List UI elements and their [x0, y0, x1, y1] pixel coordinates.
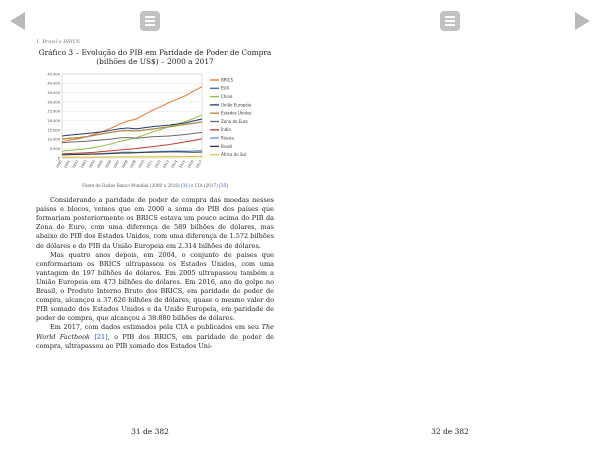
- x-tick-label: 2006: [104, 159, 113, 169]
- page-number: 32 de 382: [431, 427, 469, 436]
- chart-source-text: Fonte de Dados Banco Mundial (2000 a 2016): [82, 183, 181, 188]
- plot-area: [62, 74, 202, 158]
- y-tick-label: 25.000: [47, 109, 60, 114]
- reference-link[interactable]: [21]: [94, 332, 108, 341]
- book-title: The World Factbook: [36, 323, 274, 341]
- chart-source-link-cia[interactable]: [35]: [219, 183, 228, 188]
- x-tick-label: 2010: [137, 159, 146, 169]
- legend-label: BRICS: [221, 77, 234, 83]
- right-page: [300, 0, 600, 450]
- x-tick-label: 2003: [79, 159, 88, 169]
- x-tick-label: 2008: [120, 159, 129, 169]
- menu-icon[interactable]: [140, 11, 160, 31]
- y-tick-label: 40.000: [47, 81, 60, 86]
- legend-label: União Européia: [221, 102, 252, 108]
- x-tick-label: 2017: [195, 159, 203, 169]
- legend-label: Estados Unidos: [221, 110, 252, 116]
- x-tick-label: 2001: [63, 159, 72, 169]
- chart-source-link-worldbank[interactable]: [31]: [181, 183, 190, 188]
- y-tick-label: 20.000: [47, 118, 60, 123]
- running-head: 1. Brasil e BRICS: [36, 39, 80, 45]
- gdp-line-chart: [36, 70, 274, 180]
- x-tick-label: 2015: [178, 159, 187, 169]
- x-tick-label: 2011: [145, 159, 154, 169]
- x-tick-label: 2013: [162, 159, 170, 169]
- left-page-content: [36, 48, 274, 351]
- x-tick-label: 2014: [170, 159, 179, 169]
- previous-page-arrow-icon[interactable]: [10, 12, 25, 30]
- chart-title-line1: Gráfico 3 – Evolução do PIB em Paridade de Poder de Compra: [38, 48, 272, 57]
- x-tick-label: 2016: [186, 159, 195, 169]
- y-tick-label: 10.000: [47, 137, 60, 142]
- chart-title: [36, 48, 274, 66]
- x-tick-label: 2007: [112, 159, 121, 169]
- legend-label: Zona do Euro: [221, 118, 248, 124]
- x-tick-label: 2002: [71, 159, 80, 169]
- y-tick-label: 15.000: [47, 128, 60, 133]
- paragraph: [36, 323, 274, 350]
- x-tick-label: 2012: [153, 159, 162, 169]
- x-tick-label: 2004: [88, 159, 96, 169]
- chart-source: [36, 181, 274, 190]
- x-tick-label: 2009: [129, 159, 137, 169]
- x-tick-label: 2000: [55, 159, 63, 169]
- chart-source-mid: e CIA (2017): [189, 183, 220, 188]
- paragraph-text: Em 2017, com dados estimados pela CIA e publicados em seu: [50, 323, 262, 332]
- menu-icon[interactable]: [440, 11, 460, 31]
- legend-label: África do Sul: [221, 152, 247, 158]
- x-tick-label: 2005: [96, 159, 105, 169]
- legend-label: Índia: [221, 127, 231, 133]
- right-nav-bar: [300, 10, 600, 34]
- legend-label: EUA: [221, 85, 230, 91]
- y-tick-label: 45.000: [47, 72, 60, 77]
- chart-title-line2: (bilhões de US$) – 2000 a 2017: [96, 57, 214, 66]
- y-tick-label: 35.000: [47, 90, 60, 95]
- paragraph-text: , o PIB dos BRICS, em paridade de poder de compra, ultrapassou ao PIB somado dos Estados Uni-: [36, 332, 274, 350]
- left-nav-bar: [0, 10, 300, 34]
- y-tick-label: 5.000: [49, 146, 60, 151]
- y-tick-label: 0: [57, 156, 60, 161]
- paragraph: Mas quatro anos depois, em 2004, o conjunto de países que conformariam os BRICS ultrapassou os Estados Unidos, com uma vantagem de 197 bilhões de dólares. Em 2005 ultrapassou também a União Europeia em 473 bilhões de dólares. Em 2016, ano do golpe no Brasil, o Produto Interno Bruto dos BRICS, em paridade de poder de compra, alcançou a 37.626 bilhões de dólares, quase o mesmo valor do PIB somado dos Estados Unidos e da União Europeia, em paridade de poder de compra, que alcançou a 38.880 bilhões de dólares.: [36, 250, 274, 323]
- y-tick-label: 30.000: [47, 100, 60, 105]
- legend-label: China: [221, 94, 233, 99]
- page-number: 31 de 382: [131, 427, 169, 436]
- paragraph: Considerando a paridade de poder de compra das moedas nesses países e blocos, vemos que em 2000 a soma do PIB dos países que formariam posteriormente os BRICS estava um pouco acima do PIB da Zona do Euro, com uma diferença de 589 bilhões de dólares, mas abaixo do PIB dos Estados Unidos, com uma diferença de 1.572 bilhões de dólares e do PIB da União Europeia em 2.314 bilhões de dólares.: [36, 196, 274, 250]
- next-page-arrow-icon[interactable]: [575, 12, 590, 30]
- legend-label: Rússia: [221, 135, 234, 141]
- legend-label: Brasil: [221, 143, 233, 149]
